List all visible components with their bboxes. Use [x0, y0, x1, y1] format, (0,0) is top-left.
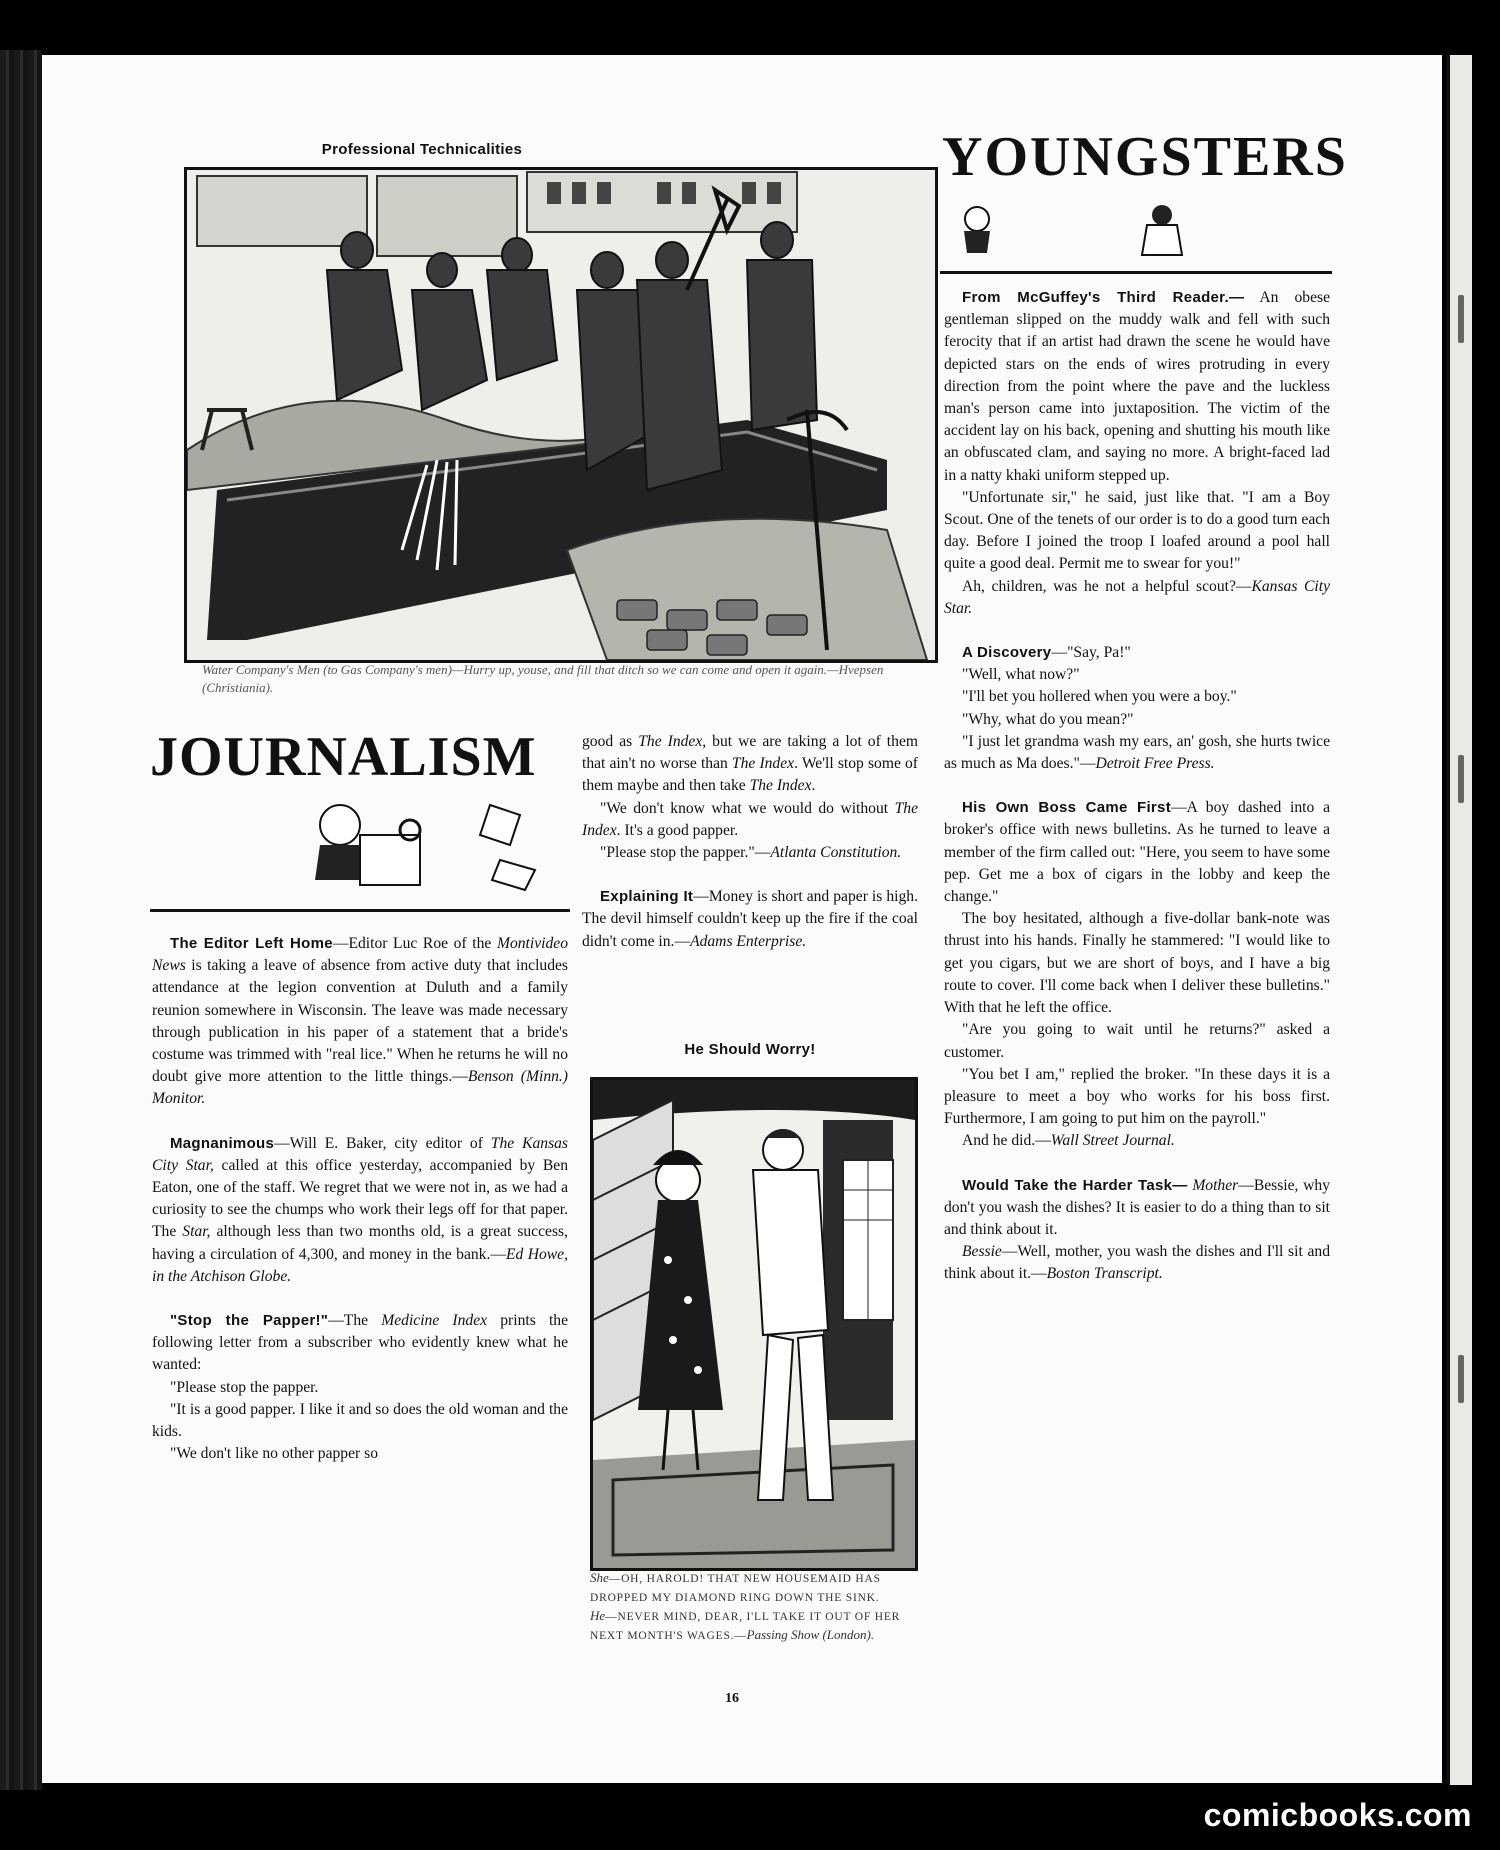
youngsters-rule: [940, 271, 1332, 274]
article-body: . We'll stop some of them maybe and then take: [582, 755, 918, 795]
article-source: Wall Street Journal.: [1050, 1132, 1175, 1150]
article-paragraph: "Well, what now?": [962, 666, 1080, 684]
article-head: Explaining It: [600, 888, 694, 906]
youngsters-header: [942, 125, 1348, 265]
article-source: Adams Enterprise.: [690, 932, 807, 950]
article-paragraph: "I'll bet you hollered when you were a boy.": [962, 688, 1237, 706]
second-cartoon-title: He Should Worry!: [684, 1041, 816, 1058]
watermark-text: comicbooks.com: [1203, 1797, 1472, 1833]
dialogue-speaker: Mother: [1192, 1176, 1239, 1194]
dialogue-line: —Bessie, why don't you wash the dishes? It is easier to do a thing than to sit and think about it.: [944, 1176, 1330, 1238]
article-source: Ed Howe, in the Atchison Globe.: [152, 1245, 568, 1285]
page-number: 16: [725, 1691, 739, 1706]
article-source: Kansas City Star.: [944, 577, 1330, 617]
caption-speaker: Water Company's Men: [202, 662, 320, 677]
youngsters-column: [944, 287, 1330, 1286]
article-head: Would Take the Harder Task—: [962, 1176, 1188, 1194]
article-source: Atlanta Constitution.: [770, 844, 902, 862]
article-paragraph: "You bet I am," replied the broker. "In these days it is a pleasure to meet a boy who works for his boss first. Furthermore, I am going to put him on the payroll.": [944, 1065, 1330, 1128]
workers-digging-illustration: [187, 170, 935, 660]
article-paragraph: "Please stop the papper.: [170, 1378, 319, 1396]
newspaper-name: Medicine Index: [381, 1312, 488, 1330]
children-drawing-icon: [942, 205, 1202, 265]
newspaper-name: The Index: [638, 733, 703, 750]
article-paragraph: "It is a good papper. I like it and so does the old woman and the kids.: [152, 1400, 568, 1441]
article-body: An obese gentleman slipped on the muddy walk and fell with such ferocity that if an artist had drawn the scene he would have depicted stars on the ends of wires protruding in every direction from the point where the pave and the luckless man's person came into juxtaposition. The victim of the accident lay on his back, opening and shutting his mouth like an obfuscated clam, and saying no more. A bright-faced lad in a natty khaki uniform stepped up.: [944, 289, 1330, 484]
article-head: The Editor Left Home: [170, 935, 333, 952]
article-paragraph: "Please stop the papper."—: [600, 844, 771, 862]
newspaper-name: Star,: [182, 1223, 211, 1241]
newspaper-name: The Kansas City Star,: [152, 1134, 568, 1174]
journalism-rule: [150, 909, 570, 912]
article-paragraph: "Unfortunate sir," he said, just like that. "I am a Boy Scout. One of the tenets of our order is to do a good turn each day. Before I joined the troop I loafed around a pool hall quite a good deal. Permit me to swear for you!": [944, 488, 1330, 573]
second-cartoon-illustration: [590, 1077, 918, 1571]
journalism-column-1: [152, 933, 568, 1465]
newspaper-name: Montivideo News: [152, 935, 568, 975]
article-body: . It's a good papper.: [616, 821, 739, 839]
dialogue-line: —OH, HAROLD! THAT NEW HOUSEMAID HAS DROPPED MY DIAMOND RING DOWN THE SINK.: [590, 1573, 881, 1604]
dialogue-speaker: He: [590, 1608, 606, 1623]
article-source: Benson (Minn.) Monitor.: [152, 1068, 569, 1108]
article-head: His Own Boss Came First: [962, 799, 1171, 817]
dialogue-speaker: She: [590, 1570, 609, 1585]
article-body: although less than two months old, is a great success, having a circulation of 4,300, and money in the bank.—: [152, 1223, 568, 1263]
article-paragraph: And he did.—: [962, 1132, 1051, 1150]
left-binding-edge: [0, 50, 42, 1790]
article-head: "Stop the Papper!": [170, 1312, 329, 1330]
journalism-header: [150, 725, 570, 905]
cartoon-source: Passing Show (London).: [746, 1627, 875, 1642]
youngsters-banner: YOUNGSTERS: [942, 126, 1348, 188]
top-cartoon-caption: [202, 661, 922, 697]
article-body: is taking a leave of absence from active duty that includes attendance at the legion convention at Duluth and a family reunion somewhere in Wisconsin. The leave was made necessary through publication in his paper of a statement that a bride's costume was trimmed with "real lice." When he returns he will no doubt give more attention to the little things.—: [152, 957, 568, 1086]
dialogue-line: —NEVER MIND, DEAR, I'LL TAKE IT OUT OF HER NEXT MONTH'S WAGES.—: [590, 1611, 901, 1642]
dialogue-line: —Well, mother, you wash the dishes and I'll sit and think about it.—: [944, 1243, 1330, 1283]
article-paragraph: Ah, children, was he not a helpful scout?—: [962, 577, 1252, 595]
article-paragraph: "Why, what do you mean?": [962, 710, 1134, 728]
article-body: good as: [582, 733, 639, 750]
couple-in-hallway-illustration: [593, 1080, 915, 1568]
article-body: —"Say, Pa!": [1051, 644, 1131, 662]
article-body: .: [811, 777, 816, 795]
article-body: —A boy dashed into a broker's office with news bulletins. As he turned to leave a member of the firm called out: "Here, you seem to have some pep. Get me a box of cigars in the lobby and keep the change.": [944, 799, 1330, 906]
article-paragraph: "Are you going to wait until he returns?" asked a customer.: [944, 1021, 1330, 1061]
article-body: prints the following letter from a subscriber who evidently knew what he wanted:: [152, 1312, 568, 1374]
top-cartoon-title: Professional Technicalities: [321, 141, 523, 158]
newspaper-name: The Index: [749, 777, 812, 795]
article-body: called at this office yesterday, accompanied by Ben Eaton, one of the staff. We regret that we were not in, as we had a curiosity to see the chumps who work their legs off for that paper. The: [152, 1156, 568, 1241]
article-body: "We don't know what we would do without: [600, 799, 895, 817]
article-body: —The: [328, 1312, 382, 1330]
caption-text: (to Gas Company's men)—Hurry up, youse, and fill that ditch so we can come and open it again.—Hvepsen (Christiania).: [202, 662, 884, 695]
article-paragraph: "We don't like no other papper so: [170, 1445, 378, 1463]
article-body: —Editor Luc Roe of the: [332, 935, 497, 952]
article-body: —Will E. Baker, city editor of: [274, 1134, 491, 1152]
article-source: Detroit Free Press.: [1095, 755, 1215, 773]
magazine-page: [42, 55, 1442, 1783]
dialogue-speaker: Bessie: [962, 1243, 1002, 1261]
newspaper-name: The Index: [731, 755, 795, 773]
article-paragraph: The boy hesitated, although a five-dollar bank-note was thrust into his hands. Finally he stammered: "I would like to get you cigars, but we are short of boys, and I have a big route to cover. I'll come back when I deliver these bulletins." With that he left the office.: [944, 910, 1330, 1017]
article-source: Boston Transcript.: [1046, 1265, 1163, 1283]
right-binding-edge: [1447, 55, 1472, 1785]
article-head: Magnanimous: [170, 1134, 275, 1152]
editor-reading-drawing-icon: [260, 785, 560, 895]
top-cartoon-illustration: [184, 167, 938, 663]
journalism-banner: JOURNALISM: [150, 726, 537, 788]
article-body: —Money is short and paper is high. The devil himself couldn't keep up the fire if the coal didn't come in.—: [582, 888, 918, 950]
second-cartoon-caption: [590, 1569, 912, 1645]
article-body: , but we are taking a lot of them that ain't no worse than: [582, 733, 918, 773]
journalism-column-2: [582, 731, 918, 953]
article-paragraph: "I just let grandma wash my ears, an' gosh, she hurts twice as much as Ma does."—: [944, 732, 1330, 773]
article-head: From McGuffey's Third Reader.—: [962, 289, 1245, 306]
newspaper-name: The Index: [582, 799, 918, 839]
article-head: A Discovery: [962, 644, 1052, 662]
